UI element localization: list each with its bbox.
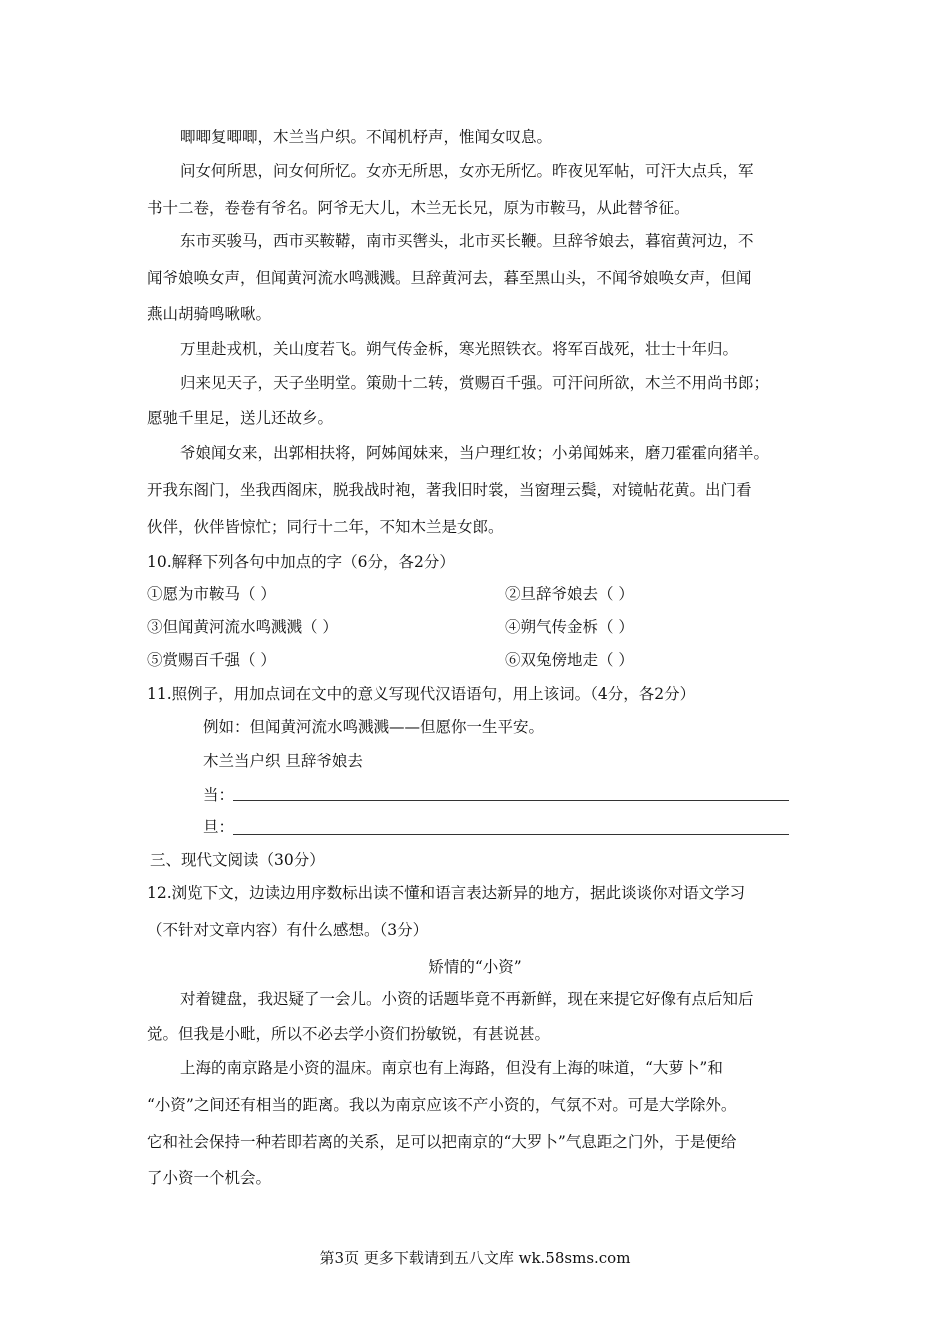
q10-item: ⑥双兔傍地走（ ） [505,651,634,669]
poem-line: 爷娘闻女来，出郭相扶将，阿姊闻妹来，当户理红妆；小弟闻姊来，磨刀霍霍向猪羊。 [180,444,770,462]
q10-item: ④朔气传金柝（ ） [505,618,634,636]
question-12-line: 12.浏览下文，边读边用序数标出读不懂和语言表达新异的地方，据此谈谈你对语文学习 [147,884,746,902]
essay-line: 上海的南京路是小资的温床。南京也有上海路，但没有上海的味道，“大萝卜”和 [180,1059,723,1077]
poem-line: 唧唧复唧唧，木兰当户织。不闻机杼声，惟闻女叹息。 [180,128,553,146]
poem-line: 开我东阁门，坐我西阁床，脱我战时袍，著我旧时裳，当窗理云鬓，对镜帖花黄。出门看 [147,481,752,499]
essay-line: “小资”之间还有相当的距离。我以为南京应该不产小资的，气氛不对。可是大学除外。 [147,1096,737,1114]
poem-line: 问女何所思，问女何所忆。女亦无所思，女亦无所忆。昨夜见军帖，可汗大点兵，军 [180,162,754,180]
poem-line: 万里赴戎机，关山度若飞。朔气传金柝，寒光照铁衣。将军百战死，壮士十年归。 [180,340,739,358]
q10-item: ⑤赏赐百千强（ ） [147,651,276,669]
question-12-line: （不针对文章内容）有什么感想。（3分） [147,921,429,939]
poem-line: 东市买骏马，西市买鞍鞯，南市买辔头，北市买长鞭。旦辞爷娘去，暮宿黄河边，不 [180,232,754,250]
poem-line: 愿驰千里足，送儿还故乡。 [147,409,334,427]
answer-line-dang[interactable] [233,800,789,801]
essay-line: 觉。但我是小毗，所以不必去学小资们扮敏锐，有甚说甚。 [147,1025,551,1043]
poem-line: 归来见天子，天子坐明堂。策勋十二转，赏赐百千强。可汗问所欲，木兰不用尚书郎； [180,374,770,392]
essay-line: 了小资一个机会。 [147,1169,272,1187]
essay-title: 矫情的“小资” [428,958,522,976]
section-3-heading: 三、现代文阅读（30分） [150,851,325,869]
q10-item: ②旦辞爷娘去（ ） [505,585,634,603]
question-11-title: 11.照例子，用加点词在文中的意义写现代汉语语句，用上该词。（4分，各2分） [147,685,696,703]
answer-label-dan: 旦： [203,818,235,836]
poem-line: 燕山胡骑鸣啾啾。 [147,305,272,323]
essay-line: 对着键盘，我迟疑了一会儿。小资的话题毕竟不再新鲜，现在来提它好像有点后知后 [180,990,754,1008]
poem-line: 闻爷娘唤女声，但闻黄河流水鸣溅溅。旦辞黄河去，暮至黑山头，不闻爷娘唤女声，但闻 [147,269,752,287]
page-footer: 第3页 更多下载请到五八文库 wk.58sms.com [319,1249,631,1267]
q10-item: ③但闻黄河流水鸣溅溅（ ） [147,618,338,636]
q10-item: ①愿为市鞍马（ ） [147,585,276,603]
q11-words: 木兰当户织 旦辞爷娘去 [203,752,363,770]
answer-label-dang: 当： [203,786,235,804]
essay-line: 它和社会保持一种若即若离的关系，足可以把南京的“大罗卜”气息距之门外，于是便给 [147,1133,737,1151]
poem-line: 书十二卷，卷卷有爷名。阿爷无大儿，木兰无长兄，原为市鞍马，从此替爷征。 [147,199,690,217]
question-10-title: 10.解释下列各句中加点的字（6分，各2分） [147,553,455,571]
answer-line-dan[interactable] [233,834,789,835]
q11-example: 例如：但闻黄河流水鸣溅溅——但愿你一生平安。 [203,718,545,736]
poem-line: 伙伴，伙伴皆惊忙；同行十二年，不知木兰是女郎。 [147,518,504,536]
